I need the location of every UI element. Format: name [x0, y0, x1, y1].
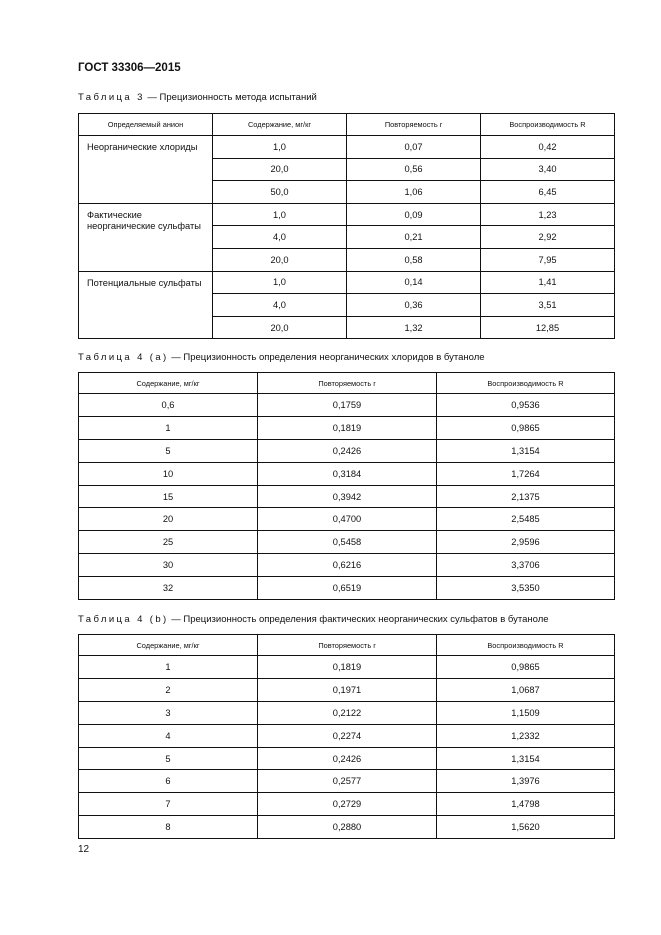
content-cell: 15 — [79, 485, 258, 508]
table3-header-reproducibility: Воспроизводимость R — [481, 114, 615, 136]
content-cell: 1 — [79, 656, 258, 679]
content-cell: 20,0 — [213, 248, 347, 271]
repeatability-cell: 0,2426 — [258, 747, 437, 770]
repeatability-cell: 0,56 — [347, 158, 481, 181]
table3-header-repeatability: Повторяемость r — [347, 114, 481, 136]
table-row — [79, 462, 615, 485]
table4a-header-row — [79, 373, 615, 394]
content-cell: 2 — [79, 678, 258, 701]
document-code: ГОСТ 33306—2015 — [78, 62, 181, 74]
reproducibility-cell: 0,42 — [481, 136, 615, 159]
content-cell: 1 — [79, 416, 258, 439]
content-cell: 4 — [79, 724, 258, 747]
table-row — [79, 701, 615, 724]
table-row — [79, 416, 615, 439]
repeatability-cell: 0,1759 — [258, 394, 437, 417]
reproducibility-cell: 3,5350 — [437, 577, 615, 600]
content-cell: 50,0 — [213, 181, 347, 204]
page-number: 12 — [78, 844, 90, 855]
repeatability-cell: 0,3942 — [258, 485, 437, 508]
table4a-caption-text: — Прецизионность определения неорганических хлоридов в бутаноле — [171, 352, 485, 363]
reproducibility-cell: 6,45 — [481, 181, 615, 204]
table4a-header-content: Содержание, мг/кг — [79, 373, 258, 394]
reproducibility-cell: 1,2332 — [437, 724, 615, 747]
content-cell: 8 — [79, 816, 258, 839]
table-row — [79, 770, 615, 793]
table-row — [79, 439, 615, 462]
anion-label: Неорганические хлориды — [79, 136, 213, 204]
table4b-header-row — [79, 635, 615, 656]
repeatability-cell: 0,6216 — [258, 554, 437, 577]
table-row — [79, 793, 615, 816]
table4a-caption — [78, 352, 485, 363]
repeatability-cell: 0,2426 — [258, 439, 437, 462]
reproducibility-cell: 1,5620 — [437, 816, 615, 839]
repeatability-cell: 0,5458 — [258, 531, 437, 554]
repeatability-cell: 0,36 — [347, 294, 481, 317]
table4b-caption-lead: Таблица 4 (b) — [78, 614, 169, 625]
reproducibility-cell: 2,1375 — [437, 485, 615, 508]
table4b-header-reproducibility: Воспроизводимость R — [437, 635, 615, 656]
table-row — [79, 554, 615, 577]
reproducibility-cell: 7,95 — [481, 248, 615, 271]
reproducibility-cell: 1,7264 — [437, 462, 615, 485]
repeatability-cell: 0,1819 — [258, 416, 437, 439]
content-cell: 4,0 — [213, 294, 347, 317]
table4a-caption-lead: Таблица 4 (a) — [78, 352, 169, 363]
table4a-header-repeatability: Повторяемость r — [258, 373, 437, 394]
reproducibility-cell: 1,23 — [481, 203, 615, 226]
repeatability-cell: 1,32 — [347, 316, 481, 339]
reproducibility-cell: 12,85 — [481, 316, 615, 339]
repeatability-cell: 0,58 — [347, 248, 481, 271]
reproducibility-cell: 1,3154 — [437, 747, 615, 770]
repeatability-cell: 1,06 — [347, 181, 481, 204]
table-row — [79, 656, 615, 679]
reproducibility-cell: 3,51 — [481, 294, 615, 317]
content-cell: 10 — [79, 462, 258, 485]
repeatability-cell: 0,1971 — [258, 678, 437, 701]
table-row — [79, 394, 615, 417]
anion-label: Потенциальные сульфаты — [79, 271, 213, 339]
content-cell: 0,6 — [79, 394, 258, 417]
table3-caption-text: — Прецизионность метода испытаний — [147, 92, 317, 103]
content-cell: 20,0 — [213, 158, 347, 181]
repeatability-cell: 0,09 — [347, 203, 481, 226]
table3 — [78, 113, 615, 339]
table4b — [78, 634, 615, 839]
reproducibility-cell: 0,9536 — [437, 394, 615, 417]
repeatability-cell: 0,4700 — [258, 508, 437, 531]
content-cell: 5 — [79, 439, 258, 462]
content-cell: 7 — [79, 793, 258, 816]
content-cell: 1,0 — [213, 271, 347, 294]
repeatability-cell: 0,2122 — [258, 701, 437, 724]
table3-body — [79, 136, 615, 339]
table-row — [79, 577, 615, 600]
table-row — [79, 508, 615, 531]
content-cell: 20,0 — [213, 316, 347, 339]
reproducibility-cell: 2,9596 — [437, 531, 615, 554]
table4a-body — [79, 394, 615, 600]
repeatability-cell: 0,21 — [347, 226, 481, 249]
table4b-header-content: Содержание, мг/кг — [79, 635, 258, 656]
reproducibility-cell: 1,3976 — [437, 770, 615, 793]
table4b-caption-text: — Прецизионность определения фактических неорганических сульфатов в бутаноле — [171, 614, 549, 625]
repeatability-cell: 0,2274 — [258, 724, 437, 747]
table4a-header-reproducibility: Воспроизводимость R — [437, 373, 615, 394]
content-cell: 1,0 — [213, 203, 347, 226]
repeatability-cell: 0,07 — [347, 136, 481, 159]
table-row — [79, 816, 615, 839]
content-cell: 5 — [79, 747, 258, 770]
reproducibility-cell: 1,3154 — [437, 439, 615, 462]
reproducibility-cell: 1,41 — [481, 271, 615, 294]
reproducibility-cell: 1,1509 — [437, 701, 615, 724]
table3-header-content: Содержание, мг/кг — [213, 114, 347, 136]
reproducibility-cell: 3,3706 — [437, 554, 615, 577]
table4b-caption — [78, 614, 549, 625]
table-row — [79, 485, 615, 508]
reproducibility-cell: 1,4798 — [437, 793, 615, 816]
repeatability-cell: 0,2729 — [258, 793, 437, 816]
table3-caption — [78, 92, 317, 103]
reproducibility-cell: 2,92 — [481, 226, 615, 249]
content-cell: 4,0 — [213, 226, 347, 249]
table4b-body — [79, 656, 615, 839]
content-cell: 25 — [79, 531, 258, 554]
table-row — [79, 678, 615, 701]
table-row — [79, 271, 615, 294]
table3-header-anion: Определяемый анион — [79, 114, 213, 136]
repeatability-cell: 0,14 — [347, 271, 481, 294]
content-cell: 20 — [79, 508, 258, 531]
table-row — [79, 747, 615, 770]
table-row — [79, 136, 615, 159]
reproducibility-cell: 1,0687 — [437, 678, 615, 701]
content-cell: 3 — [79, 701, 258, 724]
anion-label: Фактические неорганические сульфаты — [79, 203, 213, 271]
content-cell: 6 — [79, 770, 258, 793]
table3-header-row — [79, 114, 615, 136]
table4b-header-repeatability: Повторяемость r — [258, 635, 437, 656]
repeatability-cell: 0,2577 — [258, 770, 437, 793]
content-cell: 32 — [79, 577, 258, 600]
repeatability-cell: 0,1819 — [258, 656, 437, 679]
repeatability-cell: 0,3184 — [258, 462, 437, 485]
reproducibility-cell: 0,9865 — [437, 656, 615, 679]
content-cell: 30 — [79, 554, 258, 577]
repeatability-cell: 0,6519 — [258, 577, 437, 600]
table-row — [79, 724, 615, 747]
reproducibility-cell: 2,5485 — [437, 508, 615, 531]
repeatability-cell: 0,2880 — [258, 816, 437, 839]
table-row — [79, 203, 615, 226]
content-cell: 1,0 — [213, 136, 347, 159]
table3-caption-lead: Таблица 3 — [78, 92, 145, 103]
reproducibility-cell: 0,9865 — [437, 416, 615, 439]
table-row — [79, 531, 615, 554]
reproducibility-cell: 3,40 — [481, 158, 615, 181]
table4a — [78, 372, 615, 600]
